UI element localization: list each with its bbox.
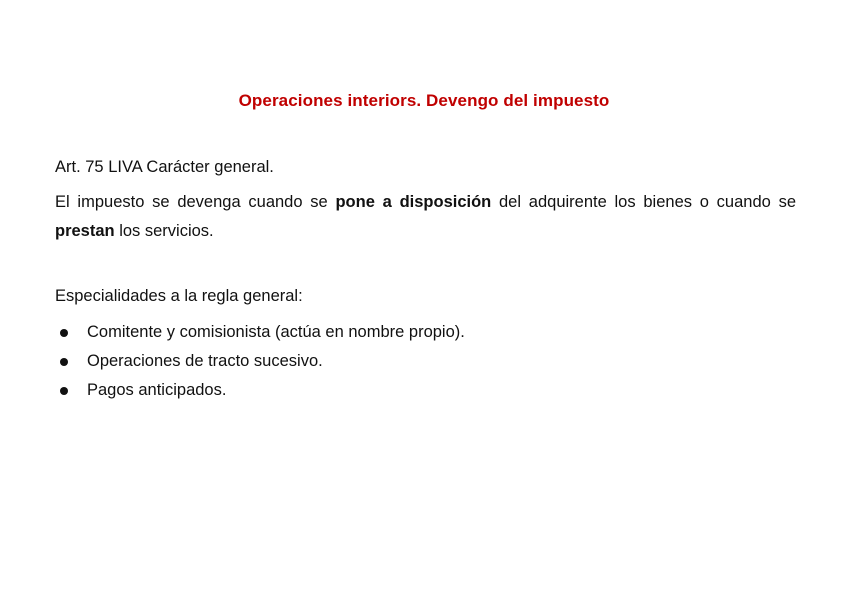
- list-item-label: Operaciones de tracto sucesivo.: [87, 352, 323, 370]
- paragraph-bold-2: prestan: [55, 222, 115, 240]
- bullet-icon: [60, 358, 68, 366]
- list-item-label: Pagos anticipados.: [87, 381, 227, 399]
- specials-list: [55, 318, 465, 405]
- paragraph-text-2: del adquirente los bienes o cuando se: [491, 193, 796, 211]
- specials-heading: Especialidades a la regla general:: [55, 287, 303, 305]
- paragraph-text-1: El impuesto se devenga cuando se: [55, 193, 336, 211]
- general-rule-paragraph: [55, 188, 796, 246]
- page-title: Operaciones interiors. Devengo del impuesto: [238, 91, 610, 110]
- list-item: [55, 318, 465, 347]
- bullet-icon: [60, 387, 68, 395]
- paragraph-text-3: los servicios.: [114, 222, 214, 240]
- list-item: [55, 376, 465, 405]
- bullet-icon: [60, 329, 68, 337]
- paragraph-bold-1: pone a disposición: [335, 193, 492, 211]
- list-item: [55, 347, 465, 376]
- article-reference: Art. 75 LIVA Carácter general.: [55, 158, 274, 176]
- list-item-label: Comitente y comisionista (actúa en nombre propio).: [87, 323, 465, 341]
